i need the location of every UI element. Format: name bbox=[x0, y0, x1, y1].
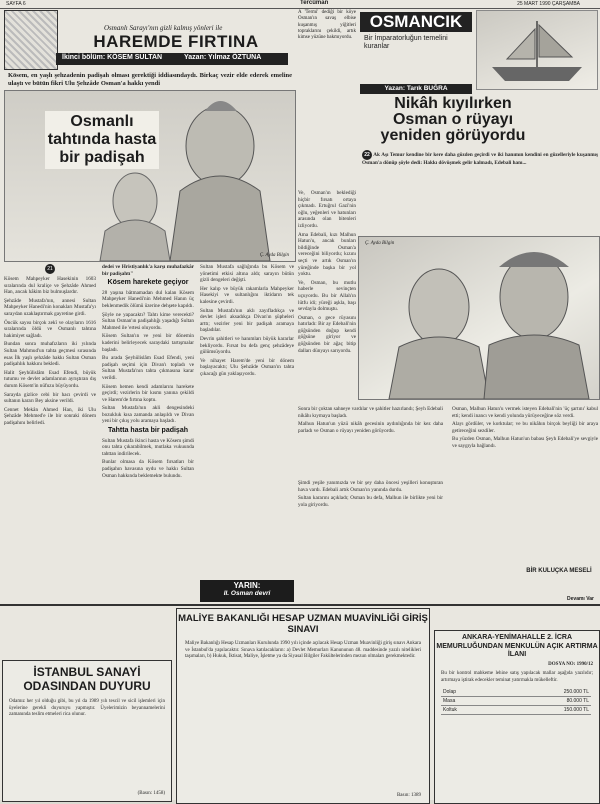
paragraph: Şehzâde Mustafa'nın, annesi Sultan Mahpeyker Hanedi'nin konakları Mustafa'yı saraydan uzaklaştırmak gayretine girdi. bbox=[4, 297, 96, 317]
masthead-strip bbox=[0, 0, 600, 9]
paragraph: Sarayda gizlice cebi bir hacı çevirdi ve sultanın kararı Bey aksine verildi. bbox=[4, 391, 96, 405]
headline: Osmanlı tahtında hasta bir padişah bbox=[45, 111, 159, 169]
osman-malhun-illustration bbox=[359, 237, 599, 399]
series-tagline: Bir İmparatorluğun temelini kuranlar bbox=[364, 35, 448, 50]
paragraph: Şimdi yeşile yanımızda ve bir şey daha öncesi yeşilleri konuşturan hava vardı. Edebali artık Osman'ın yanında durdu. bbox=[298, 480, 443, 493]
paragraph: Öncük sayısı birçok zekî ve olayların 1616 sıralarında öldü ve Osmanlı tahtına hakimiyet sağladı. bbox=[4, 319, 96, 339]
ad-body: Odamız her yıl olduğu gibi, bu yıl da 1989 yılı tescil ve sicil işlemleri için üyelerine gerekli duyuruyu yapmıştır. Üyelerimizin beyannamelerini zamanında teslim etmeleri rica olunur. bbox=[9, 699, 165, 717]
table-cell: 80.000 TL bbox=[498, 697, 591, 706]
next-episode-box bbox=[200, 580, 294, 602]
ad-title: MALİYE BAKANLIĞI HESAP UZMAN MUAVİNLİĞİ GİRİŞ SINAVI bbox=[178, 613, 428, 635]
top-column: A 'Termi' dediği bir köye Osman'ın savaş elbise kuşanmış yiğitleri topraklarını çekildi, artık kimse yüzüne bakmıyordu. bbox=[298, 10, 356, 41]
ship-illustration bbox=[476, 10, 598, 90]
table-row bbox=[441, 697, 591, 706]
column-1 bbox=[4, 264, 96, 428]
next-label: YARIN: bbox=[233, 581, 261, 590]
ad-ref: DOSYA NO: 1990/12 bbox=[548, 661, 593, 667]
table-cell: Masa bbox=[441, 697, 498, 706]
column-2 bbox=[102, 264, 194, 481]
paragraph: Bu arada Şeyhülislâm Esad Efendi, yeni padişah seçimi için Divan'ı topladı ve Sultan Mustafa'nın tahta çıkmasına karar verildi. bbox=[102, 355, 194, 381]
paragraph: Kösem Mahpeyker Hasekinin 1603 sıralarında dul kraliçe ve Şehzâde Ahmed Han, ancak hâkim biz bulmuşlardır. bbox=[4, 276, 96, 296]
paragraph: Halit Şeyhülislâm Esad Efendi, büyük tutumu ve devlet adamlarının ayrıştıran dış durum Kösem'in nüfuzu büyüyordu. bbox=[4, 369, 96, 389]
paragraph: Sultan Mustafa'nın akli dengesindeki bozukluk kısa zamanda anlaşıldı ve Divan yeni bir çıkış yolu aramaya başladı. bbox=[102, 405, 194, 425]
column-3 bbox=[200, 264, 294, 380]
table-row bbox=[441, 688, 591, 697]
table-cell: Koltuk bbox=[441, 706, 498, 715]
ad-icra bbox=[434, 630, 600, 804]
author-label: Yazan: Yılmaz ÖZTUNA bbox=[184, 54, 262, 61]
paragraph: Kösem Sultan'ın ve yeni bir dönemin kaderini belirleyecek saraydaki tartışmalar başladı. bbox=[102, 333, 194, 353]
illustration bbox=[4, 90, 296, 262]
ad-maliye bbox=[176, 608, 430, 804]
feature-header bbox=[4, 10, 294, 70]
subheading: Tahtta hasta bir padişah bbox=[108, 427, 188, 435]
ad-istanbul-sanayi bbox=[2, 660, 172, 802]
subheading: Kösem harekete geçiyor bbox=[107, 279, 189, 287]
ad-body: Maliye Bakanlığı Hesap Uzmanları Kurulunda 1990 yılı içinde açılacak Hesap Uzman Muavinliği giriş sınavı Ankara ve İstanbul'da yapılacaktır. Sınava katılacakların: a) Devlet Memurları Kanununun 48. maddesinde yazılı nitelikleri taşımaları, b) Hukuk, İktisat, Maliye, İşletme ya da Siyasal Bilgiler Fakültelerinden mezun olmaları gerekmektedir. bbox=[185, 641, 421, 659]
paragraph: Ve, Osman'ın beklediği hiçbir fırsatı ortaya çıkmadı. Ertuğrul Gazi'nin oğlu, yeğenleri ve hatunları arasında olan bitenleri izliyordu. bbox=[298, 190, 356, 229]
series-brand bbox=[360, 12, 472, 92]
feature-title: Nikâh kıyılırken Osman o rüyayı yeniden görüyordu bbox=[380, 95, 526, 144]
episode-number: 22 bbox=[362, 150, 372, 160]
paragraph: Ama Edebali, kızı Malhun Hatun'u, ancak bunları bildiğinde Osman'a vereceğini biliyordu; kızını seçti ve artık Osman'ın yüreğinde başka bir yol yoktu. bbox=[298, 231, 356, 278]
subheading: BİR KULUÇKA MESELİ bbox=[526, 568, 592, 574]
classified-ads bbox=[0, 604, 600, 802]
paragraph: Her kalıp ve büyük rakamlarla Mahpeyker Hasekiyi ve sultanlığını iktidarın tek kalesine çevirdi. bbox=[200, 285, 294, 305]
osmancik-feature bbox=[298, 10, 598, 602]
paragraph: Malhun Hatun'un yüzü nikâh gecesinin aydınlığında bir kez daha parladı ve Osman o rüyayı yeniden görüyordu. bbox=[298, 421, 443, 434]
table-cell: 150.000 TL bbox=[498, 706, 591, 715]
paragraph: Bunlar olmasa da Kösem fırsatları bir padişahın havasına uydu ve hakkı Sultan Osman hakkında beklemekte bulundu. bbox=[102, 459, 194, 479]
table-cell: 250.000 TL bbox=[498, 688, 591, 697]
feature-intro bbox=[362, 150, 598, 167]
illustration-credit: Ç. Ayda Bilgin bbox=[259, 253, 289, 258]
paragraph: Kösem hemen kendi adamlarını harekete geçirdi; vezirlerin bir kısmı yanına çekildi ve Harem'de fırtına koptu. bbox=[102, 383, 194, 403]
continued-label: Devamı Var bbox=[567, 596, 594, 602]
illustration-credit: Ç. Ayda Bilgin bbox=[365, 241, 395, 246]
ad-title: ANKARA-YENİMAHALLE 2. İCRA MEMURLUĞUNDAN MENKULÜN AÇIK ARTIRMA İLANI bbox=[436, 634, 598, 658]
table-row bbox=[441, 706, 591, 715]
paragraph: 28 yaşına bâtmamadan dul kalan Kösem Mahpeyker Hanedi'nin Mehmed Hanın üç beklenmedik ölümü üzerine dehşete kapıldı. bbox=[102, 289, 194, 309]
column-4 bbox=[298, 480, 443, 510]
ad-body: Bu bir kontrol mahkeme lehine satış yapılacak mallar aşağıda yazılıdır; artırmaya iştirak edecekler teminat yatırmakla mükelleftir. bbox=[441, 671, 593, 683]
paragraph: Sultan Mustafa sağlığında bu Kösem ve yönetimi etkisi altına aldı; sarayın bütün gizli dengeleri değişti. bbox=[200, 264, 294, 284]
paragraph: Sonra bir çoktan sahneye vardılar ve şahitler hazırlandı; Şeyh Edebali nikâhı kıymaya başladı. bbox=[298, 406, 443, 419]
series-logo: OSMANCIK bbox=[360, 12, 472, 32]
haremde-firtina-feature bbox=[4, 10, 294, 602]
paragraph: Şöyle ne yapacaktı? Tahtı kime verecekti? Sultan Osman'ın padişahlığı yaşadığı Sultan Mahmed ile 'ertesi oluyordu. bbox=[102, 311, 194, 331]
paragraph: Devrin şahitleri ve hanımları büyük kararlar bekliyordu. Fırsat bu defa genç şehzâdeye gülümsüyordu. bbox=[200, 335, 294, 356]
column-2 bbox=[298, 406, 443, 436]
ad-footer: Basın: 1389 bbox=[396, 792, 421, 798]
paragraph: Ve, Osman, bu mutlu haberle sevinçten uçuyordu. Bu bir Allah'ın lütfu idi; yüreği aşkla, başı sevdayla dolmuştu. bbox=[298, 279, 356, 313]
page-label: SAYFA 6 bbox=[6, 1, 26, 7]
episode-number: 21 bbox=[45, 264, 55, 274]
feature-title: HAREMDE FIRTINA bbox=[93, 32, 259, 51]
paragraph: dedei ve Hristiyanlık'a karşı muhafazkâr bir padişahtı" bbox=[102, 264, 194, 277]
ad-footer: (Basın: 1458) bbox=[137, 790, 165, 796]
paragraph: Bundan sonra muhafızların iki yılında Sultan Mahmud'un tahta geçmesi sırasında esas İlk yaşlı şehzâde hakkı Sultan Osman padişahlık hakkını bekledi. bbox=[4, 341, 96, 368]
paper-name: Tercüman bbox=[300, 0, 329, 6]
intro-text: Ak Aşı Temur kendine bir kere daha gözden geçirdi ve iki hanımın kendini en güzelleriyle kuşanmış Osman'a dönüp şöyle dedi: Hakkı dövüşmek gelir kalmadı, Edebali hanı... bbox=[362, 152, 598, 166]
paragraph: Osman, o gece rüyasını hatırladı: Bir ay Edebali'nin göğsünden doğup kendi göğsüne giriyor ve göğsünden bir ağaç bitip dalları dünyayı sarıyordu. bbox=[298, 314, 356, 354]
column-1 bbox=[298, 190, 356, 356]
paragraph: Cennet Mekân Ahmed Han, iki Ulu Şehzâde Mehmed'e ile bir sonraki dönem padişahını belirledi. bbox=[4, 406, 96, 426]
galleon-icon bbox=[477, 11, 597, 89]
paragraph: Bu yüzden Osman, Malhun Hatun'un babası Şeyh Edebali'ye sevgiyle ve saygıyla bağlandı. bbox=[452, 436, 598, 449]
auction-table bbox=[441, 688, 591, 715]
paragraph: Sultan kararını açıkladı; Osman bu defa, Malhun ile birlikte yeni bir yola giriyordu. bbox=[298, 495, 443, 508]
paragraph: Ve nihayet Harem'de yeni bir dönem başlayacaktı; Ulu Şehzâde Osman'ın tahta çıkacağı gün yaklaşıyordu. bbox=[200, 357, 294, 377]
feature-kicker: Osmanlı Sarayı'nın gizli kalmış yönleri ile bbox=[104, 24, 223, 32]
paragraph: Sultan Mustafa'nın aklı zayıfladıkça ve devlet işleri aksadıkça Divan'ın şüpheleri arttı; vezirler yeni bir padişah aramaya başladılar. bbox=[200, 307, 294, 334]
ad-title: İSTANBUL SANAYİ ODASINDAN DUYURU bbox=[23, 665, 151, 693]
paragraph: Osman, Malhun Hatun'u vermek isteyen Edebali'nin 'üç şartını' kabul etti; kendi inancı ve kendi yolunda yürüyeceğine söz verdi. bbox=[452, 406, 598, 419]
feature-intro: Kösem, en yaşlı şehzadenin padişah olması gerektiği iddiasındaydı. Birkaç vezir elde ederek emeline ulaştı ve bütün fikri Ulu Şehzâde Osman'a hakkı yendi bbox=[8, 72, 292, 87]
author-label: Yazan: Tarık BUĞRA bbox=[360, 84, 472, 94]
ornament-illustration bbox=[4, 10, 58, 70]
illustration bbox=[358, 236, 600, 400]
paragraph: Sultan Mustafa ikinci hasta ve Kösem şimdi onu tahta çıkarabilmek, mutlaka vukuunda tahttan indirilecek. bbox=[102, 437, 194, 457]
issue-date: 25 MART 1990 ÇARŞAMBA bbox=[517, 1, 580, 7]
table-cell: Dolap bbox=[441, 688, 498, 697]
paragraph: Alayı gördüler, ve korktular; ve bu nikâhın birçok beyliği bir araya getireceğini sezdiler. bbox=[452, 421, 598, 434]
episode-label: İkinci bölüm: KÖSEM SULTAN bbox=[62, 54, 163, 61]
column-3 bbox=[452, 406, 598, 452]
next-title: II. Osman devri bbox=[223, 590, 271, 597]
credits-bar bbox=[56, 53, 288, 65]
